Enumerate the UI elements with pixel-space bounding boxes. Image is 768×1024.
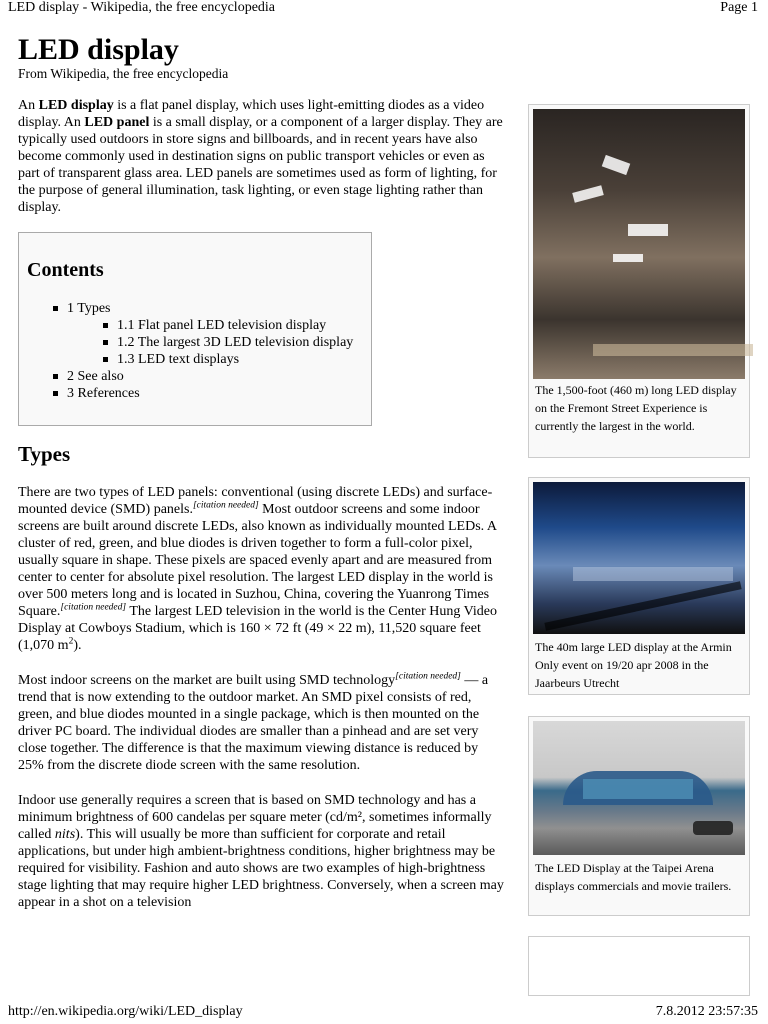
toc-item-label[interactable]: 1.2 The largest 3D LED television display <box>117 335 354 350</box>
text: — a trend that is now extending to the outdoor market. An SMD pixel consists of red, green, and blue diodes mounted in a single package, which is then mounted on the driver PC board. The individual diodes are smaller than a pinhead and are set very close together. The difference is that the maximum viewing distance is reduced by 25% from the discrete diode screen with the same resolution. <box>18 673 489 773</box>
citation-needed[interactable]: [citation needed] <box>60 602 127 613</box>
text: There are two types of LED panels: conventional (using discrete LEDs) and surface-mounted device (SMD) panels. <box>18 485 493 517</box>
text: ). <box>73 638 82 653</box>
figure-fremont-street <box>528 104 750 458</box>
intro-bold-led-panel: LED panel <box>84 115 150 130</box>
toc-item-see-also[interactable] <box>53 368 353 385</box>
taipei-arena-photo[interactable] <box>533 721 745 855</box>
toc-item-label[interactable]: 1.1 Flat panel LED television display <box>117 318 327 333</box>
toc-item-label[interactable]: 1.3 LED text displays <box>117 352 240 367</box>
toc-sublist <box>67 317 353 368</box>
print-header <box>8 0 758 16</box>
page-subtitle: From Wikipedia, the free encyclopedia <box>18 66 229 81</box>
types-paragraph-3 <box>18 792 506 911</box>
citation-needed[interactable]: [citation needed] <box>395 671 461 682</box>
types-section-body <box>18 484 506 929</box>
figure-taipei-arena <box>528 716 750 916</box>
intro-bold-led-display: LED display <box>38 98 114 113</box>
figure-next-cutoff <box>528 936 750 996</box>
figure-caption: The 1,500-foot (460 m) long LED display on the Fremont Street Experience is currently the largest in the world. <box>535 383 737 433</box>
intro-text-3: is a small display, or a component of a larger display. They are typically used outdoors in store signs and billboards, and in recent years have also become commonly used in destination signs on public transport vehicles or even as part of transparent glass area. LED panels are sometimes used as form of lighting, for the purpose of general illumination, task lighting, or even stage lighting rather than display. <box>18 115 503 215</box>
table-of-contents <box>18 232 372 426</box>
figure-caption: The LED Display at the Taipei Arena displays commercials and movie trailers. <box>535 861 732 893</box>
citation-needed[interactable]: [citation needed] <box>192 500 259 511</box>
toc-item-types[interactable] <box>53 300 353 368</box>
intro-text-1: An <box>18 98 39 113</box>
types-paragraph-1 <box>18 484 506 654</box>
print-footer <box>8 1004 758 1020</box>
section-heading-types: Types <box>18 442 71 466</box>
armin-only-photo[interactable] <box>533 482 745 634</box>
intro-paragraph <box>18 97 506 216</box>
types-paragraph-2 <box>18 672 506 774</box>
text: Most outdoor screens and some indoor screens are built around discrete LEDs, also known as individually mounted LEDs. A cluster of red, green, and blue diodes is driven together to form a full-color pixel, usually square in shape. These pixels are spaced evenly apart and are measured from center to center for absolute pixel resolution. The largest LED display in the world is over 500 meters long and is located in Suzhou, China, covering the Yuanrong Times Square. <box>18 502 497 619</box>
text: The largest LED television in the world is the Center Hung Video Display at Cowboys Stadium, which is 160 × 72 ft (49 × 22 m), 11,520 square feet (1,070 m <box>18 604 497 653</box>
intro-text-2: is a flat panel display, which uses light-emitting diodes as a video display. An <box>18 98 485 130</box>
toc-title: Contents <box>27 259 104 281</box>
italic-nits: nits <box>54 827 76 842</box>
fremont-street-photo[interactable] <box>533 109 745 379</box>
toc-item-label[interactable]: 2 See also <box>67 369 124 384</box>
toc-item-references[interactable] <box>53 385 353 402</box>
superscript-2: 2 <box>68 636 74 647</box>
figure-armin-only <box>528 477 750 695</box>
page-title: LED display <box>18 33 179 66</box>
footer-url: http://en.wikipedia.org/wiki/LED_display <box>8 1004 243 1019</box>
footer-timestamp: 7.8.2012 23:57:35 <box>655 1004 758 1019</box>
text: ). This will usually be more than sufficient for corporate and retail applications, but under high ambient-brightness conditions, higher brightness may be required for visibility. Fashion and auto shows are two examples of high-brightness stage lighting that may require higher LED brightness. Conversely, when a screen may appear in a shot on a television <box>18 827 504 910</box>
toc-item-label[interactable]: 1 Types <box>67 301 111 316</box>
toc-item-label[interactable]: 3 References <box>67 386 140 401</box>
toc-item-text-displays[interactable] <box>103 351 353 368</box>
toc-item-flat-panel[interactable] <box>103 317 353 334</box>
header-page-number: Page 1 <box>720 0 758 15</box>
toc-item-3d[interactable] <box>103 334 353 351</box>
header-title: LED display - Wikipedia, the free encyclopedia <box>8 0 276 15</box>
figure-caption: The 40m large LED display at the Armin Only event on 19/20 apr 2008 in the Jaarbeurs Utrecht <box>535 640 732 690</box>
text: Indoor use generally requires a screen that is based on SMD technology and has a minimum brightness of 600 candelas per square meter (cd/m², sometimes informally called <box>18 793 492 842</box>
text: Most indoor screens on the market are built using SMD technology <box>18 673 396 688</box>
toc-list <box>53 300 353 402</box>
